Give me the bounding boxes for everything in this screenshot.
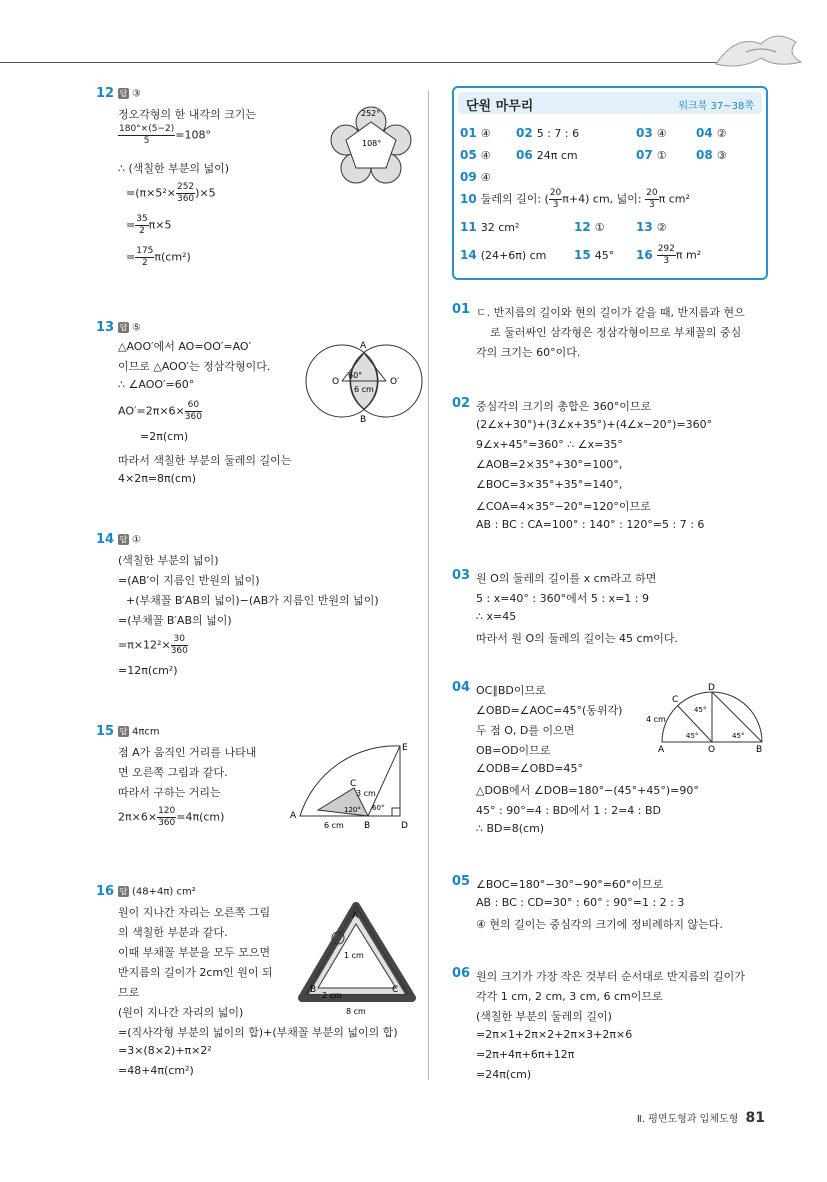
solution-line: =(직사각형 부분의 넓이의 합)+(부채꼴 부분의 넓이의 합): [118, 1026, 398, 1039]
review-item: 07 ①: [636, 148, 667, 162]
solution-line: AB : BC : CD=30° : 60° : 90°=1 : 2 : 3: [476, 896, 685, 909]
review-item: 16 $\frac{292}{3}$ π m²: [636, 244, 702, 266]
svg-text:A: A: [290, 811, 297, 821]
problem-number: 03: [452, 568, 471, 583]
chapter-title: Ⅱ. 평면도형과 입체도형: [636, 1114, 739, 1125]
review-item: 06 24π cm: [516, 148, 578, 162]
problem-number: 15: [96, 724, 115, 739]
solution-line: ∴ (색칠한 부분의 넓이): [118, 162, 230, 175]
solution-line: =(AB′이 지름인 반원의 넓이): [118, 574, 260, 587]
solution-line: OC∥BD이므로: [476, 684, 546, 697]
review-item: 13 ②: [636, 220, 667, 234]
solution-line: 두 점 O, D를 이으면: [476, 724, 575, 737]
problem-number: 05: [452, 874, 471, 889]
solution-line: ㄷ. 반지름의 길이와 현의 길이가 같을 때, 반지름과 현으: [476, 306, 745, 319]
svg-text:B: B: [756, 745, 763, 754]
svg-text:C: C: [672, 695, 679, 705]
answer: 답 4πcm: [119, 726, 160, 738]
solution-line: +(부채꼴 B′AB의 넓이)−(AB가 지름인 반원의 넓이): [126, 594, 379, 607]
answer: 답 ③: [119, 88, 141, 100]
solution-line: 므로: [118, 986, 140, 999]
svg-text:45°: 45°: [694, 706, 707, 714]
svg-text:A: A: [658, 745, 665, 754]
figure-semicircle: [644, 682, 768, 754]
solution-line: 원의 크기가 가장 작은 것부터 순서대로 반지름의 길이가: [476, 970, 745, 983]
solution-line: = $\frac{175}{2}$ π(cm²): [126, 246, 191, 268]
solution-line: 45° : 90°=4 : BD에서 1 : 2=4 : BD: [476, 804, 662, 817]
svg-text:2 cm: 2 cm: [322, 991, 342, 1000]
answer: 답 ①: [119, 534, 141, 546]
svg-text:O: O: [708, 745, 716, 754]
svg-text:B: B: [364, 821, 371, 830]
solution-line: =2π+4π+6π+12π: [476, 1048, 575, 1061]
solution-line: 5 : x=40° : 360°에서 5 : x=1 : 9: [476, 592, 649, 605]
solution-line: 4×2π=8π(cm): [118, 472, 197, 485]
solution-line: =(부채꼴 B′AB의 넓이): [118, 614, 232, 627]
solution-line: =48+4π(cm²): [118, 1064, 194, 1077]
solution-line: AO′=2π×6× $\frac{60}{360}$: [118, 400, 202, 422]
svg-text:B: B: [310, 985, 317, 995]
solution-line: (2∠x+30°)+(3∠x+35°)+(4∠x−20°)=360°: [476, 418, 713, 431]
solution-line: OB=OD이므로: [476, 744, 551, 757]
review-header: [458, 92, 762, 114]
svg-text:60°: 60°: [348, 371, 363, 380]
svg-text:6 cm: 6 cm: [354, 385, 374, 394]
answer: 답 (48+4π) cm²: [119, 886, 196, 898]
solution-line: ∠AOB=2×35°+30°=100°,: [476, 458, 623, 471]
solution-line: 원 O의 둘레의 길이를 x cm라고 하면: [476, 572, 657, 585]
solution-line: 2π×6× $\frac{120}{360}$ =4π(cm): [118, 806, 225, 828]
svg-text:A: A: [352, 911, 359, 921]
workbook-reference: 워크북 37~38쪽: [678, 101, 754, 112]
solution-line: 9∠x+45°=360° ∴ ∠x=35°: [476, 438, 623, 451]
answer-badge-icon: 답: [119, 535, 128, 544]
review-item: 10 둘레의 길이: ( $\frac{20}{3}$ π+4) cm, 넓이: $\frac{20}{3}$ π cm²: [460, 188, 690, 210]
svg-text:D: D: [401, 821, 408, 830]
solution-line: ∠BOC=180°−30°−90°=60°이므로: [476, 878, 664, 891]
solution-line: =24π(cm): [476, 1068, 532, 1081]
review-item: 11 32 cm²: [460, 220, 520, 234]
solution-line: AB : BC : CA=100° : 140° : 120°=5 : 7 : 6: [476, 518, 705, 531]
svg-text:45°: 45°: [732, 732, 745, 740]
page-footer: [637, 1110, 765, 1126]
svg-text:O: O: [332, 377, 340, 387]
review-item: 03 ④: [636, 126, 667, 140]
svg-text:D: D: [708, 683, 715, 693]
problem-number: 01: [452, 302, 471, 317]
solution-line: 정오각형의 한 내각의 크기는: [118, 108, 257, 121]
solution-line: =π×12²× $\frac{30}{360}$: [118, 634, 188, 656]
solution-line: 각의 크기는 60°이다.: [476, 346, 581, 359]
answer-badge-icon: 답: [119, 887, 128, 896]
solution-line: 면 오른쪽 그림과 같다.: [118, 766, 228, 779]
solution-line: ∠BOC=3×35°+35°=140°,: [476, 478, 623, 491]
svg-text:1 cm: 1 cm: [344, 951, 364, 960]
answer: 답 ⑤: [119, 322, 141, 334]
review-item: 05 ④: [460, 148, 491, 162]
solution-line: △DOB에서 ∠DOB=180°−(45°+45°)=90°: [476, 784, 699, 797]
figure-triangle-path: [298, 900, 418, 1018]
review-item: 15 45°: [574, 248, 615, 262]
answer-badge-icon: 답: [119, 727, 128, 736]
solution-line: =2π(cm): [140, 430, 189, 443]
solution-line: =(π×5²× $\frac{252}{360}$ )×5: [126, 182, 216, 204]
solution-line: =12π(cm²): [118, 664, 178, 677]
answer-badge-icon: 답: [119, 323, 128, 332]
solution-line: (원이 지나간 자리의 넓이): [118, 1006, 244, 1019]
svg-text:3 cm: 3 cm: [356, 789, 376, 798]
solution-line: ∴ x=45: [476, 610, 517, 623]
solution-line: ∠COA=4×35°−20°=120°이므로: [476, 500, 651, 513]
svg-text:8 cm: 8 cm: [346, 1007, 366, 1016]
review-item: 12 ①: [574, 220, 605, 234]
angle-label: 108°: [362, 139, 382, 148]
svg-text:O′: O′: [390, 377, 400, 387]
solution-line: 의 색칠한 부분과 같다.: [118, 926, 228, 939]
review-box: [452, 86, 768, 280]
review-item: 09 ④: [460, 170, 491, 184]
answer-badge-icon: 답: [119, 89, 128, 98]
svg-text:45°: 45°: [686, 732, 699, 740]
svg-text:C: C: [350, 779, 357, 789]
review-item: 08 ③: [696, 148, 727, 162]
svg-text:A: A: [360, 341, 367, 351]
problem-number: 13: [96, 320, 115, 335]
solution-line: △AOO′에서 AO=OO′=AO′: [118, 340, 252, 353]
solution-line: = $\frac{35}{2}$ π×5: [126, 214, 172, 236]
solution-line: ∴ BD=8(cm): [476, 822, 545, 835]
solution-line: 각각 1 cm, 2 cm, 3 cm, 6 cm이므로: [476, 990, 663, 1003]
solution-line: 따라서 구하는 거리는: [118, 786, 221, 799]
solution-line: =3×(8×2)+π×2²: [118, 1044, 212, 1057]
review-item: 04 ②: [696, 126, 727, 140]
page-number: 81: [745, 1110, 765, 1126]
svg-text:C: C: [392, 985, 399, 995]
solution-line: 따라서 원 O의 둘레의 길이는 45 cm이다.: [476, 632, 679, 645]
solution-line: ∠ODB=∠OBD=45°: [476, 762, 584, 775]
problem-number: 02: [452, 396, 471, 411]
solution-line: ④ 현의 길이는 중심각의 크기에 정비례하지 않는다.: [476, 918, 723, 931]
review-item: 14 (24+6π) cm: [460, 248, 547, 262]
solution-line: =2π×1+2π×2+2π×3+2π×6: [476, 1028, 633, 1041]
solution-line: ∴ ∠AOO′=60°: [118, 378, 195, 391]
header-rule: [0, 62, 720, 63]
angle-label: 252°: [361, 109, 381, 118]
solution-line: 이므로 △AOO′는 정삼각형이다.: [118, 360, 271, 373]
svg-text:120°: 120°: [344, 806, 361, 814]
review-item: 01 ④: [460, 126, 491, 140]
svg-text:60°: 60°: [372, 804, 385, 812]
solution-line: ∠OBD=∠AOC=45°(동위각): [476, 704, 623, 717]
svg-text:6 cm: 6 cm: [324, 821, 344, 830]
svg-text:B: B: [360, 415, 367, 425]
solution-line: 로 둘러싸인 삼각형은 정삼각형이므로 부채꼴의 중심: [490, 326, 742, 339]
solution-line: (색칠한 부분의 넓이): [118, 554, 219, 567]
problem-number: 14: [96, 532, 115, 547]
problem-number: 16: [96, 884, 115, 899]
solution-line: 원이 지나간 자리는 오른쪽 그림: [118, 906, 271, 919]
solution-line: $\frac{180^\circ\times(5-2)}{5}$ =108°: [119, 124, 211, 146]
review-item: 02 5 : 7 : 6: [516, 126, 580, 140]
problem-number: 12: [96, 86, 115, 101]
svg-text:4 cm: 4 cm: [646, 715, 666, 724]
solution-line: (색칠한 부분의 둘레의 길이): [476, 1010, 612, 1023]
solution-line: 반지름의 길이가 2cm인 원이 되: [118, 966, 273, 979]
svg-text:E: E: [402, 743, 408, 753]
column-divider: [428, 90, 429, 1080]
solution-line: 점 A가 움직인 거리를 나타내: [118, 746, 257, 759]
figure-pentagon-circles: [328, 100, 414, 186]
problem-number: 04: [452, 680, 471, 695]
solution-line: 중심각의 크기의 총합은 360°이므로: [476, 400, 652, 413]
figure-two-circles: [304, 336, 424, 426]
figure-rotation-path: [288, 740, 418, 830]
solution-line: 이때 부채꼴 부분을 모두 모으면: [118, 946, 271, 959]
review-title: 단원 마무리: [466, 99, 534, 114]
problem-number: 06: [452, 966, 471, 981]
solution-line: 따라서 색칠한 부분의 둘레의 길이는: [118, 454, 292, 467]
dragon-logo-icon: [706, 24, 806, 72]
